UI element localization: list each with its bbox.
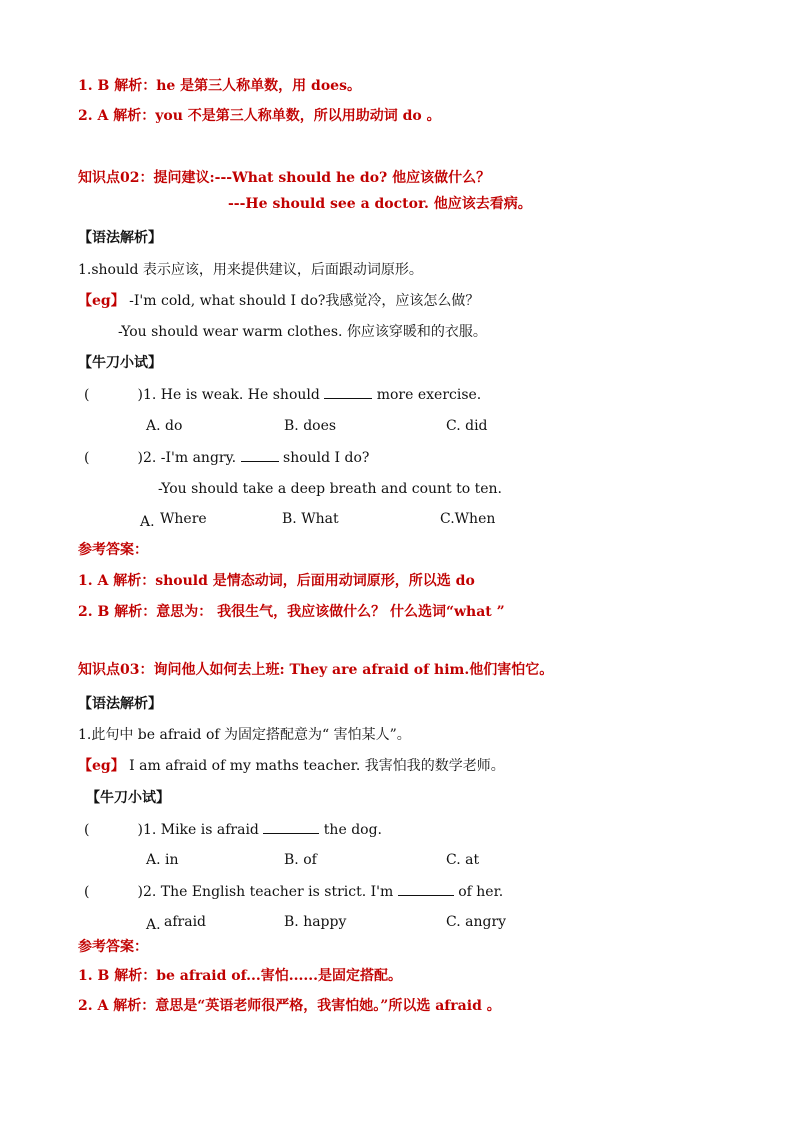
kp2-q1: ( )1. He is weak. He should more exercise. (84, 384, 481, 405)
kp2-answer-2: 2. B 解析：意思为： 我很生气，我应该做什么？ 什么选词“what ” (78, 604, 505, 620)
kp2-q1-option-c: C. did (446, 418, 488, 434)
kp2-q2-option-c: C.When (440, 511, 496, 527)
kp2-title-line2: ---He should see a doctor. 他应该去看病。 (228, 196, 532, 212)
kp3-q2-option-a: A. (146, 917, 161, 933)
kp3-q2-option-c: C. angry (446, 914, 507, 930)
kp2-rule: 1.should 表示应该，用来提供建议，后面跟动词原形。 (78, 262, 423, 278)
kp2-q2-option-a-text: Where (160, 511, 207, 527)
fill-blank (398, 881, 454, 896)
fill-blank (324, 384, 372, 399)
kp3-q1-option-b: B. of (284, 852, 317, 868)
eg-tag: 【eg】 (78, 293, 125, 309)
kp3-grammar-heading: 【语法解析】 (78, 696, 162, 712)
kp3-answer-1: 1. B 解析：be afraid of...害怕......是固定搭配。 (78, 968, 403, 984)
kp3-answer-heading: 参考答案： (78, 939, 148, 955)
fill-blank (241, 447, 279, 462)
kp3-q1-option-c: C. at (446, 852, 480, 868)
kp2-answer-heading: 参考答案： (78, 542, 148, 558)
fill-blank (263, 819, 319, 834)
kp3-rule: 1.此句中 be afraid of 为固定搭配意为“ 害怕某人”。 (78, 727, 411, 743)
kp2-q1-option-a: A. do (146, 418, 183, 434)
kp2-example-1: 【eg】 -I'm cold, what should I do?我感觉冷，应该怎么做？ (78, 293, 480, 309)
kp3-q1: ( )1. Mike is afraid the dog. (84, 819, 382, 840)
kp2-grammar-heading: 【语法解析】 (78, 230, 162, 246)
kp3-answer-2: 2. A 解析：意思是“英语老师很严格，我害怕她。”所以选 afraid 。 (78, 998, 501, 1014)
kp2-q2: ( )2. -I'm angry. should I do? (84, 447, 369, 468)
answer-1: 1. B 解析：he 是第三人称单数，用 does。 (78, 78, 361, 94)
kp2-answer-1: 1. A 解析：should 是情态动词，后面用动词原形，所以选 do (78, 573, 475, 589)
kp2-q1-option-b: B. does (284, 418, 337, 434)
kp3-title: 知识点03：询问他人如何去上班: They are afraid of him.他们害怕它。 (78, 662, 554, 678)
kp2-example-2: -You should wear warm clothes. 你应该穿暖和的衣服。 (118, 324, 487, 340)
answer-2: 2. A 解析：you 不是第三人称单数，所以用助动词 do 。 (78, 108, 441, 124)
kp3-quiz-heading: 【牛刀小试】 (86, 790, 170, 806)
kp3-q2-option-a-text: afraid (164, 914, 207, 930)
kp2-q2-line2: -You should take a deep breath and count to ten. (158, 481, 502, 497)
kp2-title: 知识点02：提问建议:---What should he do? 他应该做什么？ (78, 170, 491, 186)
eg-tag: 【eg】 (78, 758, 125, 774)
kp3-example-1: 【eg】 I am afraid of my maths teacher. 我害怕我的数学老师。 (78, 758, 505, 774)
kp3-q2-option-b: B. happy (284, 914, 347, 930)
kp3-q2: ( )2. The English teacher is strict. I'm of her. (84, 881, 503, 902)
kp2-q2-option-a: A. (140, 514, 155, 530)
kp2-q2-option-b: B. What (282, 511, 339, 527)
kp2-quiz-heading: 【牛刀小试】 (78, 355, 162, 371)
kp3-q1-option-a: A. in (146, 852, 179, 868)
